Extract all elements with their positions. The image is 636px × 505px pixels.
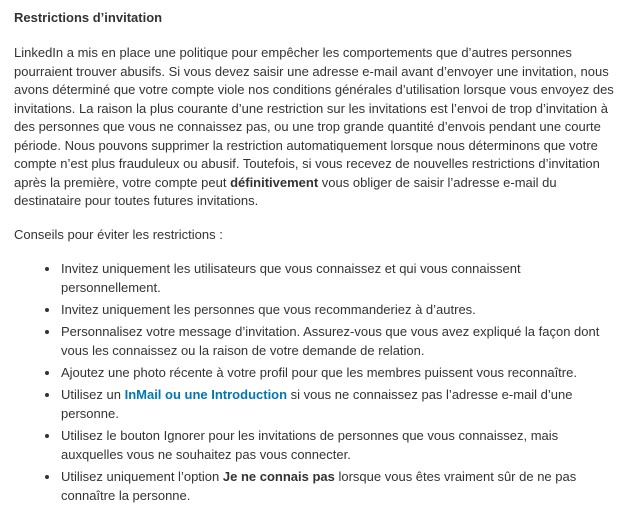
tip-item-recent-photo <box>60 363 619 382</box>
tip-item-dont-know-option <box>60 467 619 505</box>
intro-text-part1: LinkedIn a mis en place une politique pour empêcher les comportements que d’autres personnes pourraient trouver abusifs. Si vous devez saisir une adresse e-mail avant d’envoyer une invitation, nous avons déterminé que votre compte viole nos conditions générales d’utilisation lorsque vous envoyez des invitations. La raison la plus courante d’une restriction sur les invitations est l’envoi de trop d’invitation à des personnes que vous ne connaissez pas, ou une trop grande quantité d’envois pendant une courte période. Nous pouvons supprimer la restriction automatiquement lorsque nous déterminons que votre compte n’est plus frauduleux ou abusif. Toutefois, si vous recevez de nouvelles restrictions d’invitation après la première, votre compte peut <box>14 45 614 190</box>
tip-item-recommend <box>60 300 619 319</box>
tip-item-personalize-message <box>60 322 619 360</box>
tip-item-know-personally <box>60 259 619 297</box>
tips-list <box>14 259 619 505</box>
tip-text: Utilisez le bouton Ignorer pour les invitations de personnes que vous connaissez, mais auxquelles vous ne souhaitez pas vous connecter. <box>61 428 559 462</box>
je-ne-connais-pas-bold: Je ne connais pas <box>222 469 335 484</box>
tip-text-before: Utilisez un <box>61 387 125 402</box>
tip-text: Invitez uniquement les personnes que vous recommanderiez à d’autres. <box>61 302 476 317</box>
tips-heading: Conseils pour éviter les restrictions : <box>14 226 223 242</box>
tip-text: Ajoutez une photo récente à votre profil pour que les membres puissent vous reconnaître. <box>61 365 577 380</box>
definitivement-bold: définitivement <box>230 174 319 190</box>
tip-item-ignore-button <box>60 426 619 464</box>
page-title: Restrictions d’invitation <box>14 10 163 25</box>
tip-text-after: si vous ne connaissez pas l’adresse e-mail d’une personne. <box>61 387 573 421</box>
intro-paragraph <box>14 44 619 211</box>
tip-text-before: Utilisez uniquement l’option <box>61 469 223 484</box>
inmail-introduction-link[interactable]: InMail ou une Introduction <box>124 387 288 402</box>
tip-item-inmail <box>60 385 619 423</box>
tip-text: Personnalisez votre message d’invitation. Assurez-vous que vous avez expliqué la façon dont vous les connaissez ou la raison de votre demande de relation. <box>61 324 600 358</box>
intro-text-part2: vous obliger de saisir l’adresse e-mail du destinataire pour toutes futures invitations. <box>14 174 557 208</box>
tip-text: Invitez uniquement les utilisateurs que vous connaissez et qui vous connaissent personnellement. <box>61 261 521 295</box>
tip-text-after: lorsque vous êtes vraiment sûr de ne pas connaître la personne. <box>61 469 577 503</box>
